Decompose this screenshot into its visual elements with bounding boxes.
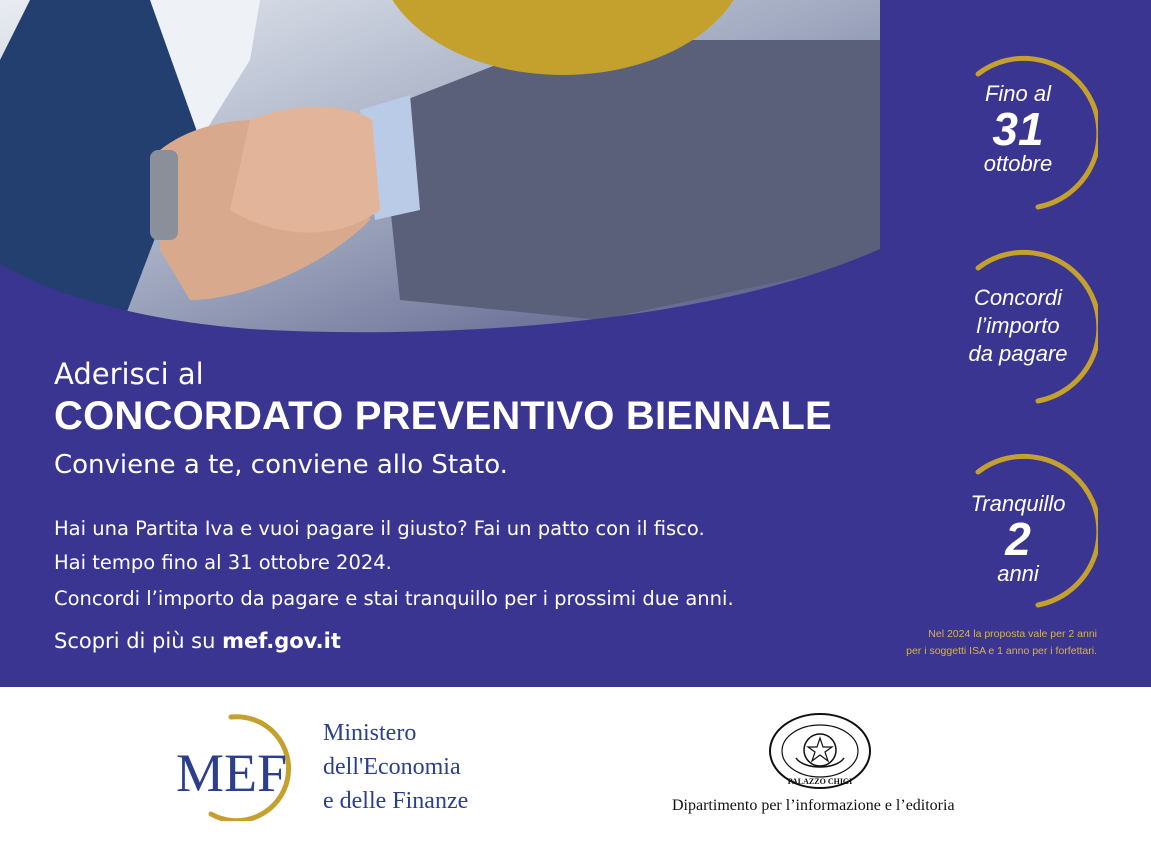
department-label: Dipartimento per l’informazione e l’editoria: [672, 797, 955, 814]
headline-title: CONCORDATO PREVENTIVO BIENNALE: [54, 394, 832, 438]
svg-text:PALAZZO CHIGI: PALAZZO CHIGI: [787, 777, 853, 786]
body-line-1: Hai una Partita Iva e vuoi pagare il giusto? Fai un patto con il fisco.: [54, 517, 705, 540]
cta-prefix: Scopri di più su: [54, 629, 223, 653]
cta-line: [54, 629, 341, 653]
mef-acronym: MEF: [176, 743, 288, 803]
badge-calm-number: 2: [1005, 513, 1031, 565]
badge-amount-line1: Concordi: [973, 285, 1063, 310]
headline-intro: Aderisci al: [54, 357, 204, 391]
footer: [0, 687, 1151, 846]
badge-deadline-line3: ottobre: [983, 151, 1053, 176]
mef-name: [323, 716, 468, 818]
badge-amount-line2: l’importo: [976, 313, 1060, 338]
footnote-line-2: per i soggetti ISA e 1 anno per i forfettari.: [906, 645, 1097, 657]
badge-deadline-line1: Fino al: [984, 81, 1052, 106]
badge-calm-line1: Tranquillo: [970, 491, 1066, 516]
presidenza-emblem-icon: [768, 712, 872, 790]
badge-calm: [938, 450, 1098, 610]
footnote: [906, 626, 1097, 660]
mef-name-line-3: e delle Finanze: [323, 788, 469, 814]
headline-subtitle: Conviene a te, conviene allo Stato.: [54, 450, 508, 480]
body-line-2: Hai tempo fino al 31 ottobre 2024.: [54, 551, 392, 574]
cta-link[interactable]: mef.gov.it: [222, 629, 341, 653]
badge-deadline-number: 31: [992, 103, 1044, 155]
footnote-line-1: Nel 2024 la proposta vale per 2 anni: [928, 628, 1097, 640]
badge-amount: [938, 246, 1098, 406]
mef-logo: [176, 711, 306, 821]
badge-deadline: [938, 52, 1098, 212]
body-line-3: Concordi l’importo da pagare e stai tranquillo per i prossimi due anni.: [54, 587, 734, 610]
mef-name-line-1: Ministero: [323, 720, 417, 746]
mef-name-line-2: dell'Economia: [323, 754, 461, 780]
badge-amount-line3: da pagare: [968, 341, 1068, 366]
badge-calm-line3: anni: [997, 561, 1039, 586]
